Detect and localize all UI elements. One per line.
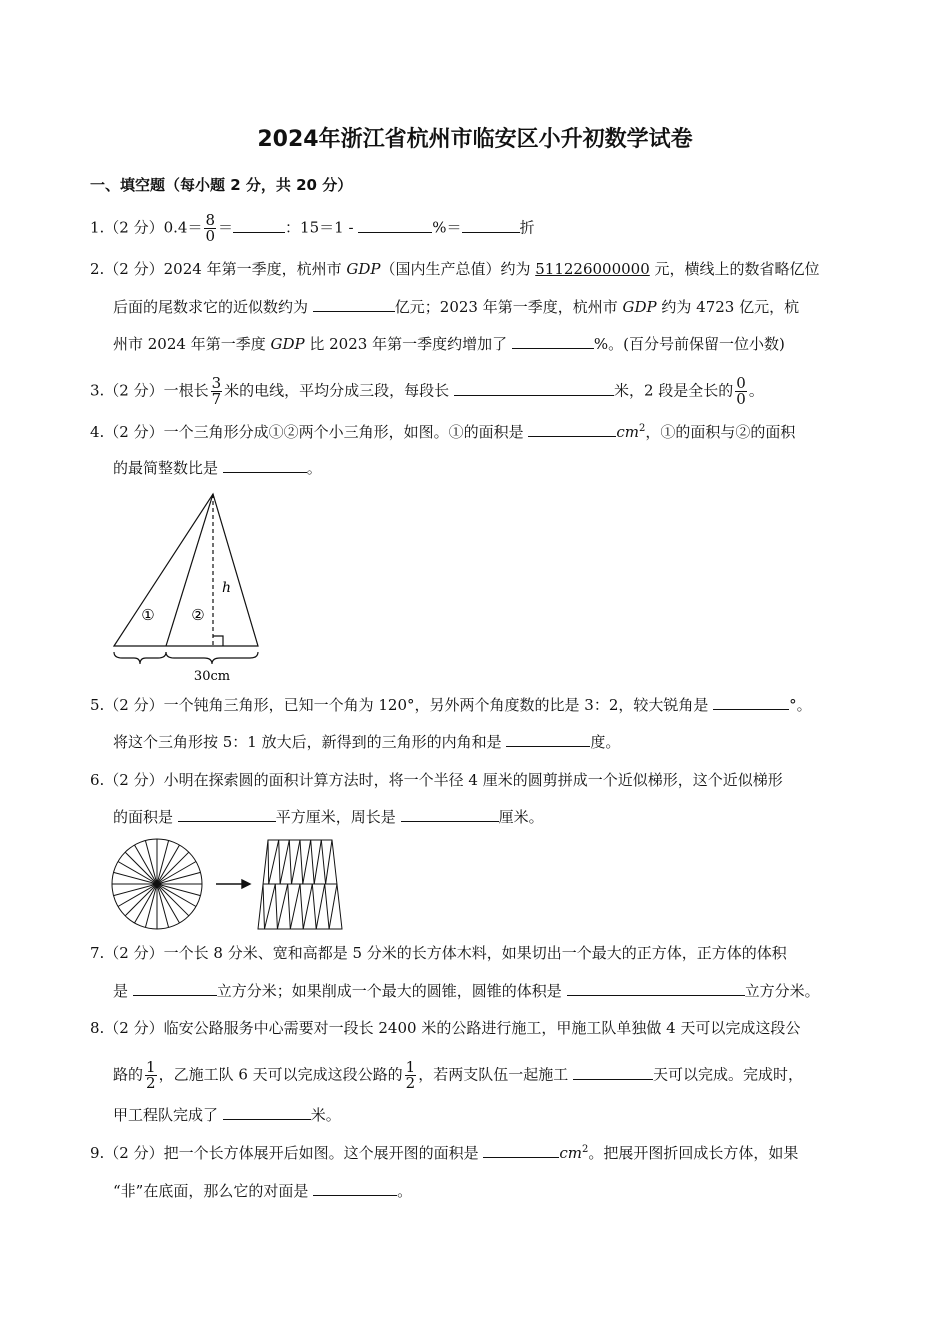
sector-line (157, 872, 201, 884)
trapezoid-zigzag (303, 840, 311, 884)
trapezoid-zigzag (288, 884, 291, 929)
answer-blank[interactable] (567, 981, 745, 996)
question-5 (90, 695, 812, 715)
q1-text: ＝ (218, 218, 234, 237)
q8-text: ，乙施工队 6 天可以完成这段公路的 (158, 1065, 403, 1084)
trapezoid-zigzag (268, 840, 269, 884)
answer-blank[interactable] (223, 458, 307, 473)
trapezoid-zigzag (326, 840, 332, 884)
trapezoid-zigzag (277, 884, 287, 929)
brace-left (114, 652, 166, 664)
sector-line (145, 884, 157, 928)
q1-fraction-num: 8 (205, 211, 216, 229)
question-6-line2 (113, 807, 544, 827)
q6-text: 平方厘米，周长是 (275, 808, 401, 826)
q8-text: 8.（2 分）临安公路服务中心需要对一段长 2400 米的公路进行施工，甲施工队单独做 4 天可以完成这段公 (90, 1019, 801, 1037)
q8-fraction-num: 1 (405, 1058, 416, 1076)
q1-fraction (204, 213, 216, 244)
trapezoid-zigzag (280, 840, 289, 884)
answer-blank[interactable] (483, 1143, 559, 1158)
q7-text: 是 (113, 982, 133, 1000)
question-8 (90, 1018, 800, 1038)
answer-blank[interactable] (506, 732, 590, 747)
trapezoid-zigzag (300, 840, 303, 884)
q2-text: %。(百分号前保留一位小数) (593, 335, 785, 353)
q2-text: 约为 4723 亿元，杭 (656, 298, 800, 316)
answer-blank[interactable] (313, 1181, 397, 1196)
q8-text: 甲工程队完成了 (113, 1106, 223, 1124)
answer-blank[interactable] (313, 297, 395, 312)
q9-unit-sup: 2 (582, 1144, 589, 1155)
q5-text: 将这个三角形按 5：1 放大后，新得到的三角形的内角和是 (113, 733, 507, 751)
question-4 (90, 422, 795, 442)
q1-text: 1.（2 分）0.4＝ (90, 218, 203, 237)
q2-gdp: GDP (346, 260, 381, 278)
q6-text: 的面积是 (113, 808, 178, 826)
q4-text: ，①的面积与②的面积 (645, 423, 796, 441)
question-9 (90, 1143, 798, 1163)
q9-text: “非”在底面，那么它的对面是 (113, 1182, 314, 1200)
q5-text: °。 (789, 696, 812, 714)
trapezoid-zigzag (329, 884, 337, 929)
q4-text: 的最简整数比是 (113, 459, 223, 477)
trapezoid-zigzag (321, 840, 325, 884)
triangle-figure (108, 488, 268, 688)
q2-text: 亿元；2023 年第一季度，杭州市 (394, 298, 623, 316)
q8-fraction-2 (405, 1060, 417, 1091)
q4-unit: cm (616, 423, 640, 441)
q3-fraction-num: 0 (736, 374, 746, 392)
q7-text: 立方分米。 (744, 982, 820, 1000)
q1-text: ：15＝1 - (285, 218, 359, 237)
sector-line (157, 884, 169, 928)
q4-text: 4.（2 分）一个三角形分成①②两个小三角形，如图。①的面积是 (90, 423, 529, 441)
trapezoid-zigzag (312, 884, 316, 929)
question-1 (90, 213, 535, 244)
q2-gdp: GDP (622, 298, 657, 316)
answer-blank[interactable] (133, 981, 217, 996)
question-2 (90, 259, 820, 279)
answer-blank[interactable] (358, 218, 432, 233)
q2-text: 州市 2024 年第一季度 (113, 335, 271, 353)
q2-text: 后面的尾数求它的近似数约为 (113, 298, 313, 316)
question-5-line2 (113, 732, 620, 752)
question-2-line2 (113, 297, 799, 317)
q2-text: 元，横线上的数省略亿位 (649, 260, 820, 278)
q9-text: 。 (397, 1182, 413, 1200)
q6-text: 厘米。 (498, 808, 544, 826)
sector-line (145, 841, 157, 885)
answer-blank[interactable] (233, 218, 285, 233)
trapezoid-zigzag (316, 884, 325, 929)
q1-fraction-den: 0 (205, 227, 216, 245)
outer-triangle (114, 494, 258, 646)
q1-text: 折 (519, 218, 535, 237)
q8-fraction-den: 2 (146, 1074, 156, 1092)
sector-line (157, 884, 201, 896)
q4-text: 。 (306, 459, 322, 477)
answer-blank[interactable] (713, 695, 789, 710)
q9-text: 。把展开图折回成长方体，如果 (588, 1144, 799, 1162)
divider-line (166, 494, 213, 646)
sectored-circle (112, 839, 202, 929)
q8-text: ，若两支队伍一起施工 (418, 1065, 573, 1084)
q5-text: 度。 (590, 733, 621, 751)
q3-fraction (211, 376, 223, 407)
q7-text: 7.（2 分）一个长 8 分米、宽和高都是 5 分米的长方体木料，如果切出一个最大的正方体，正方体的体积 (90, 944, 787, 962)
question-2-line3 (113, 334, 785, 354)
q9-unit: cm (559, 1144, 583, 1162)
q3-fraction-2 (735, 376, 747, 407)
trapezoid (258, 840, 342, 929)
q5-text: 5.（2 分）一个钝角三角形，已知一个角为 120°，另外两个角度数的比是 3：2，较大锐角是 (90, 696, 714, 714)
circle-trapezoid-figure (108, 835, 358, 931)
q3-text: 米的电线，平均分成三段，每段长 (224, 381, 454, 400)
trapezoid-zigzag (290, 884, 300, 929)
q3-text: 3.（2 分）一根长 (90, 381, 209, 400)
trapezoid-zigzag (300, 884, 303, 929)
question-9-line2 (113, 1181, 412, 1201)
question-7-line2 (113, 981, 820, 1001)
sector-line (157, 841, 169, 885)
q8-fraction (145, 1060, 157, 1091)
question-3 (90, 376, 764, 407)
answer-blank[interactable] (528, 422, 616, 437)
answer-blank[interactable] (223, 1105, 311, 1120)
page-title: 2024年浙江省杭州市临安区小升初数学试卷 (257, 127, 693, 152)
q3-fraction-den: 0 (736, 390, 746, 408)
trapezoid-zigzag (275, 884, 277, 929)
label-base: 30cm (193, 669, 231, 684)
answer-blank[interactable] (462, 218, 520, 233)
q7-text: 立方分米；如果削成一个最大的圆锥，圆锥的体积是 (216, 982, 567, 1000)
q4-unit-sup: 2 (639, 423, 646, 434)
question-8-line2 (113, 1060, 803, 1091)
q2-text: （国内生产总值）约为 (380, 260, 536, 278)
q3-text: 。 (748, 381, 764, 400)
q2-number: 511226000000 (535, 260, 650, 278)
right-angle-mark (213, 636, 223, 646)
answer-blank[interactable] (573, 1065, 653, 1080)
label-region-1: ① (141, 606, 155, 624)
answer-blank[interactable] (512, 334, 594, 349)
question-6 (90, 770, 783, 790)
q6-text: 6.（2 分）小明在探索圆的面积计算方法时，将一个半径 4 厘米的圆剪拼成一个近似梯形，这个近似梯形 (90, 771, 783, 789)
answer-blank[interactable] (178, 807, 276, 822)
trapezoid-zigzag (325, 884, 329, 929)
trapezoid-zigzag (292, 840, 301, 884)
trapezoid-zigzag (314, 840, 321, 884)
q8-text: 米。 (310, 1106, 341, 1124)
label-region-2: ② (191, 606, 205, 624)
q3-fraction-num: 3 (211, 374, 222, 392)
sector-line (114, 872, 158, 884)
answer-blank[interactable] (454, 381, 614, 396)
q9-text: 9.（2 分）把一个长方体展开后如图。这个展开图的面积是 (90, 1144, 484, 1162)
q8-text: 路的 (113, 1065, 144, 1084)
label-h: h (222, 580, 232, 596)
question-4-line2 (113, 458, 322, 478)
trapezoid-zigzag (311, 840, 315, 884)
q2-text: 比 2023 年第一季度约增加了 (304, 335, 512, 353)
q2-gdp: GDP (270, 335, 305, 353)
trapezoid-zigzag (265, 884, 276, 929)
brace-right (166, 652, 258, 664)
trapezoid-zigzag (263, 884, 265, 929)
q8-fraction-num: 1 (146, 1058, 156, 1076)
q8-text: 天可以完成。完成时， (652, 1065, 803, 1084)
trapezoid-zigzag (289, 840, 291, 884)
trapezoid-zigzag (269, 840, 279, 884)
q8-fraction-den: 2 (405, 1074, 416, 1092)
q3-text: 米，2 段是全长的 (613, 381, 734, 400)
question-8-line3 (113, 1105, 341, 1125)
q1-text: %＝ (432, 218, 462, 237)
q2-text: 2.（2 分）2024 年第一季度，杭州市 (90, 260, 347, 278)
section-heading: 一、填空题（每小题 2 分，共 20 分） (90, 176, 353, 194)
answer-blank[interactable] (401, 807, 499, 822)
trapezoid-zigzag (303, 884, 312, 929)
question-7 (90, 943, 787, 963)
arrow-icon (242, 880, 250, 888)
trapezoid-zigzag (279, 840, 280, 884)
q3-fraction-den: 7 (211, 390, 222, 408)
sector-line (114, 884, 158, 896)
